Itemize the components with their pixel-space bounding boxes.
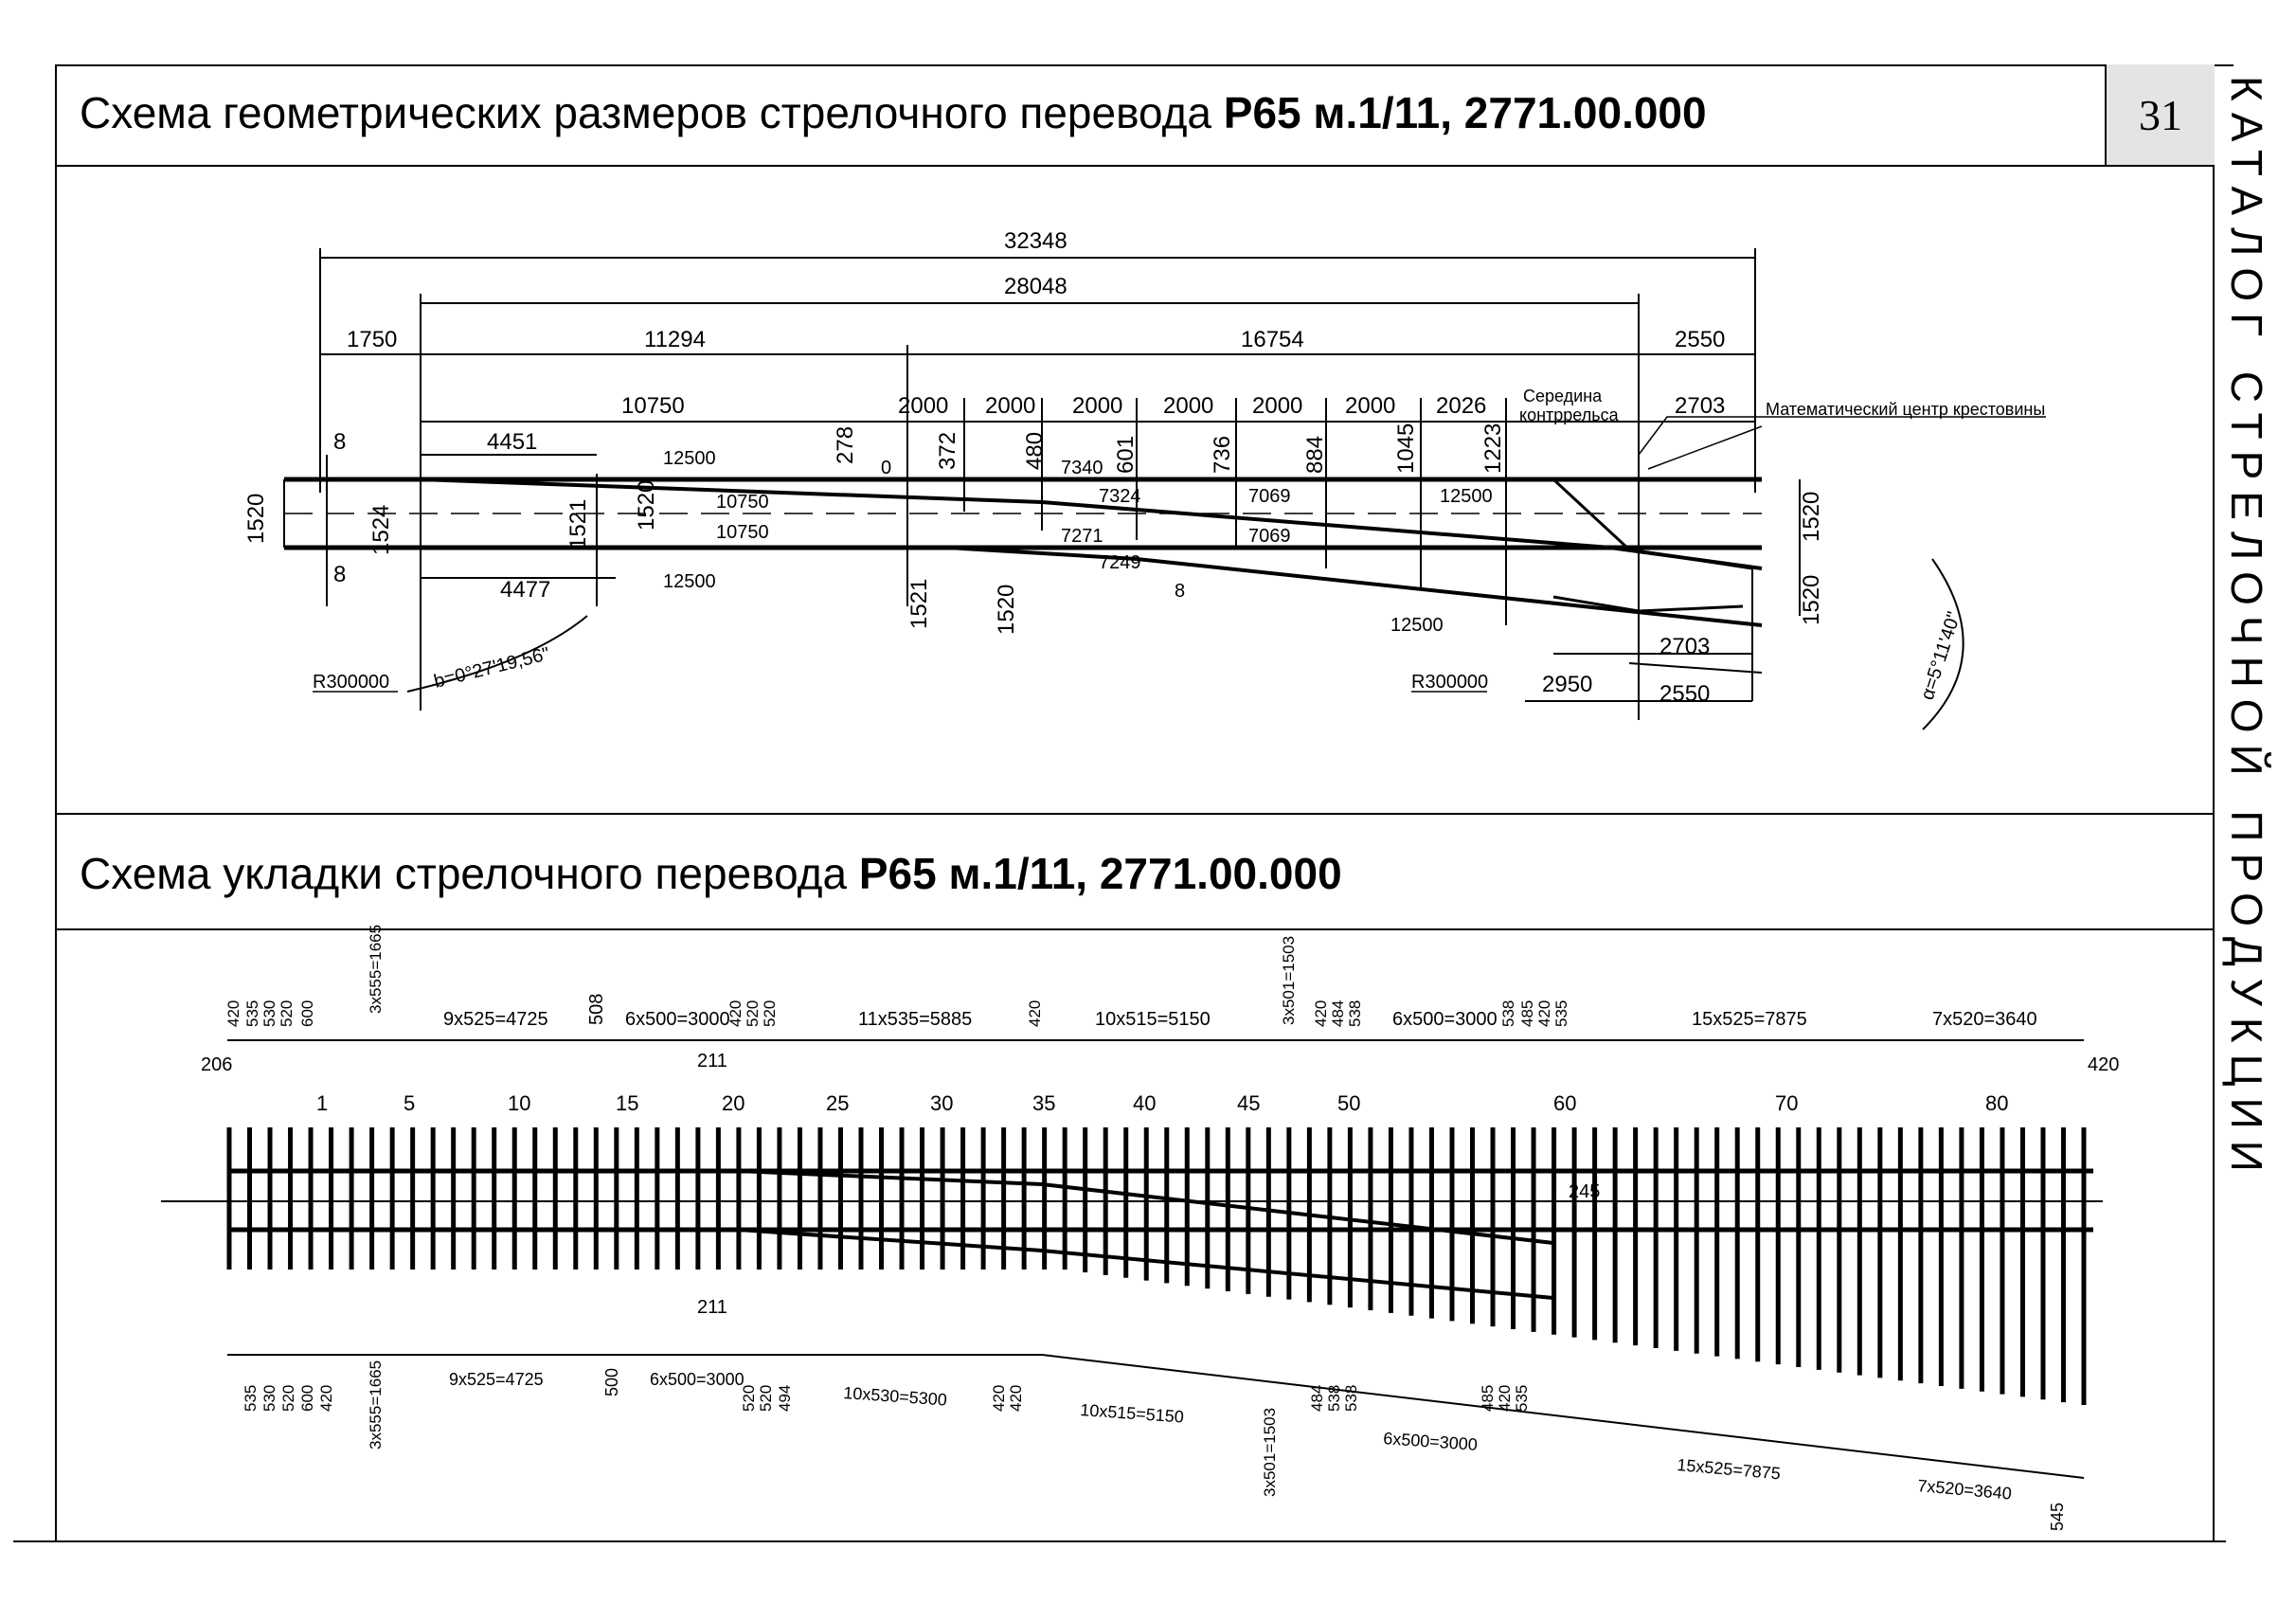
sleeper-num-35: 35 xyxy=(1032,1091,1056,1115)
bottom-group-3x555: 3x555=1665 xyxy=(367,1360,385,1450)
right-1520b: 1520 xyxy=(1799,574,1824,625)
top-group-508: 508 xyxy=(586,993,607,1025)
top-group-7x520: 7x520=3640 xyxy=(1932,1009,2037,1030)
mid-10750a: 10750 xyxy=(716,492,769,513)
cross-center-label: Математический центр крестовины xyxy=(1766,400,2046,419)
sleeper-num-45: 45 xyxy=(1237,1091,1261,1115)
top-small-label-4: 600 xyxy=(298,1000,316,1027)
mid-7271: 7271 xyxy=(1061,526,1103,547)
sleeper-num-20: 20 xyxy=(722,1091,745,1115)
ord-480: 480 xyxy=(1022,431,1048,470)
bottom-small-label-11: 538 xyxy=(1325,1384,1343,1412)
top-small-label-6: 520 xyxy=(744,1000,762,1027)
sleeper-num-60: 60 xyxy=(1553,1091,1577,1115)
dim-10750: 10750 xyxy=(621,393,685,419)
right-1520a: 1520 xyxy=(1799,491,1824,542)
right-2950: 2950 xyxy=(1542,672,1593,697)
mid-7249: 7249 xyxy=(1099,552,1141,573)
bottom-group-10x515: 10x515=5150 xyxy=(1079,1400,1185,1427)
dim-16754: 16754 xyxy=(1241,327,1304,352)
mid-1520: 1520 xyxy=(994,584,1019,635)
ord-1045: 1045 xyxy=(1393,423,1419,474)
top-small-label-10: 484 xyxy=(1329,1000,1347,1027)
bottom-group-6x500b: 6x500=3000 xyxy=(1382,1429,1479,1454)
section1-title-regular: Схема геометрических размеров стрелочного перевода xyxy=(80,88,1224,137)
left-8b: 8 xyxy=(333,562,347,587)
top-group-6x500a: 6x500=3000 xyxy=(625,1009,730,1030)
top-group-9x525: 9x525=4725 xyxy=(443,1009,548,1030)
misc-206: 206 xyxy=(201,1054,233,1075)
sleeper-num-80: 80 xyxy=(1985,1091,2009,1115)
bottom-small-label-5: 520 xyxy=(740,1384,758,1412)
step-1: 2000 xyxy=(898,393,949,419)
bottom-small-label-6: 520 xyxy=(757,1384,775,1412)
bottom-small-label-7: 494 xyxy=(776,1384,794,1412)
bottom-small-label-15: 535 xyxy=(1513,1384,1531,1412)
top-small-label-13: 485 xyxy=(1518,1000,1536,1027)
step-2: 2000 xyxy=(985,393,1036,419)
mid-7324: 7324 xyxy=(1099,486,1141,507)
ord-736: 736 xyxy=(1210,435,1235,474)
top-small-label-14: 420 xyxy=(1535,1000,1553,1027)
bottom-small-label-13: 485 xyxy=(1479,1384,1497,1412)
sleeper-num-70: 70 xyxy=(1775,1091,1799,1115)
top-group-3x555: 3x555=1665 xyxy=(367,924,385,1014)
top-small-label-5: 420 xyxy=(726,1000,744,1027)
dim-11294: 11294 xyxy=(644,327,706,352)
top-small-label-15: 535 xyxy=(1552,1000,1570,1027)
dim-2703-top: 2703 xyxy=(1675,393,1726,419)
radius-left: R300000 xyxy=(313,672,390,693)
top-small-label-8: 420 xyxy=(1026,1000,1044,1027)
sleeper-num-5: 5 xyxy=(404,1091,416,1115)
ord-884: 884 xyxy=(1302,435,1328,474)
bottom-small-label-12: 538 xyxy=(1342,1384,1360,1412)
bottom-small-label-14: 420 xyxy=(1496,1384,1514,1412)
ord-1223: 1223 xyxy=(1480,423,1506,474)
section1-title-bold: Р65 м.1/11, 2771.00.000 xyxy=(1223,88,1707,137)
center-rail-label: Середина xyxy=(1523,387,1603,405)
top-small-label-7: 520 xyxy=(761,1000,779,1027)
mid-7340: 7340 xyxy=(1061,458,1103,478)
top-small-label-12: 538 xyxy=(1499,1000,1517,1027)
step-7: 2026 xyxy=(1436,393,1487,419)
top-group-6x500b: 6x500=3000 xyxy=(1392,1009,1498,1030)
misc-245: 245 xyxy=(1569,1181,1601,1202)
dim-total: 32348 xyxy=(1004,228,1067,254)
left-8a: 8 xyxy=(333,429,347,455)
bottom-small-label-1: 530 xyxy=(260,1384,278,1412)
center-rail-label2: контррельса xyxy=(1519,405,1619,424)
side-caption-text: КАТАЛОГ СТРЕЛОЧНОЙ ПРОДУКЦИИ xyxy=(2222,76,2271,1183)
left-12500a: 12500 xyxy=(663,448,716,469)
left-1521: 1521 xyxy=(565,498,591,549)
dim-inner: 28048 xyxy=(1004,274,1067,299)
bottom-group-3x501: 3x501=1503 xyxy=(1261,1407,1279,1497)
right-2703: 2703 xyxy=(1659,634,1711,659)
mid-zero: 0 xyxy=(881,458,892,478)
ord-601: 601 xyxy=(1113,435,1139,474)
misc-211a: 211 xyxy=(697,1051,727,1072)
bottom-small-label-0: 535 xyxy=(242,1384,260,1412)
misc-211b: 211 xyxy=(697,1297,727,1318)
sleeper-num-25: 25 xyxy=(826,1091,850,1115)
dim-back: 2550 xyxy=(1675,327,1726,352)
sleeper-num-10: 10 xyxy=(508,1091,531,1115)
dim-front: 1750 xyxy=(347,327,398,352)
top-small-label-9: 420 xyxy=(1312,1000,1330,1027)
mid-12500d: 12500 xyxy=(1390,615,1444,636)
mid-7069b: 7069 xyxy=(1248,526,1291,547)
section2-title-bold: Р65 м.1/11, 2771.00.000 xyxy=(858,849,1342,898)
bottom-small-label-2: 520 xyxy=(279,1384,297,1412)
step-6: 2000 xyxy=(1345,393,1396,419)
bottom-small-label-4: 420 xyxy=(317,1384,335,1412)
bottom-small-label-10: 484 xyxy=(1308,1384,1326,1412)
sleeper-num-1: 1 xyxy=(316,1091,329,1115)
misc-420: 420 xyxy=(2088,1054,2120,1075)
ord-278: 278 xyxy=(833,425,858,464)
bottom-group-7x520: 7x520=3640 xyxy=(1916,1476,2013,1504)
bottom-group-15x525: 15x525=7875 xyxy=(1676,1455,1782,1484)
ord-372: 372 xyxy=(935,431,960,470)
top-group-11x535: 11x535=5885 xyxy=(858,1009,973,1030)
bottom-small-label-9: 420 xyxy=(1007,1384,1025,1412)
step-3: 2000 xyxy=(1072,393,1123,419)
top-small-label-0: 420 xyxy=(224,1000,242,1027)
bottom-group-6x500a: 6x500=3000 xyxy=(650,1370,744,1389)
sleeper-num-30: 30 xyxy=(930,1091,954,1115)
bottom-group-500: 500 xyxy=(602,1367,621,1396)
step-5: 2000 xyxy=(1252,393,1303,419)
left-4477: 4477 xyxy=(500,577,551,603)
bottom-group-9x525: 9x525=4725 xyxy=(449,1370,544,1389)
left-12500b: 12500 xyxy=(663,571,716,592)
right-2550: 2550 xyxy=(1659,681,1711,707)
sleeper-num-40: 40 xyxy=(1133,1091,1157,1115)
top-group-15x525: 15x525=7875 xyxy=(1692,1009,1807,1030)
radius-right: R300000 xyxy=(1411,672,1489,693)
mid-1521: 1521 xyxy=(906,578,932,629)
mid-12500c: 12500 xyxy=(1440,486,1493,507)
mid-10750b: 10750 xyxy=(716,522,769,543)
mid-eight: 8 xyxy=(1175,581,1186,602)
bottom-small-label-3: 600 xyxy=(298,1384,316,1412)
left-1520b: 1520 xyxy=(634,479,659,531)
mid-7069a: 7069 xyxy=(1248,486,1291,507)
top-group-3x501: 3x501=1503 xyxy=(1280,935,1298,1025)
top-group-10x515: 10x515=5150 xyxy=(1095,1009,1211,1030)
top-small-label-1: 535 xyxy=(243,1000,261,1027)
bottom-group-10x530: 10x530=5300 xyxy=(842,1383,948,1410)
angle-b: b=0°27'19,56" xyxy=(431,643,552,693)
angle-a: α=5°11'40" xyxy=(1916,609,1965,703)
top-small-label-2: 530 xyxy=(260,1000,278,1027)
top-small-label-3: 520 xyxy=(278,1000,296,1027)
left-gauge: 1520 xyxy=(243,493,269,544)
left-1524: 1524 xyxy=(368,504,394,555)
section2-title-regular: Схема укладки стрелочного перевода xyxy=(80,849,859,898)
page-number: 31 xyxy=(2105,64,2215,165)
left-4451: 4451 xyxy=(487,429,538,455)
bottom-small-label-8: 420 xyxy=(990,1384,1008,1412)
top-small-label-11: 538 xyxy=(1346,1000,1364,1027)
bottom-group-545: 545 xyxy=(2048,1502,2067,1531)
sleeper-num-50: 50 xyxy=(1337,1091,1361,1115)
step-4: 2000 xyxy=(1163,393,1214,419)
sleeper-num-15: 15 xyxy=(616,1091,639,1115)
